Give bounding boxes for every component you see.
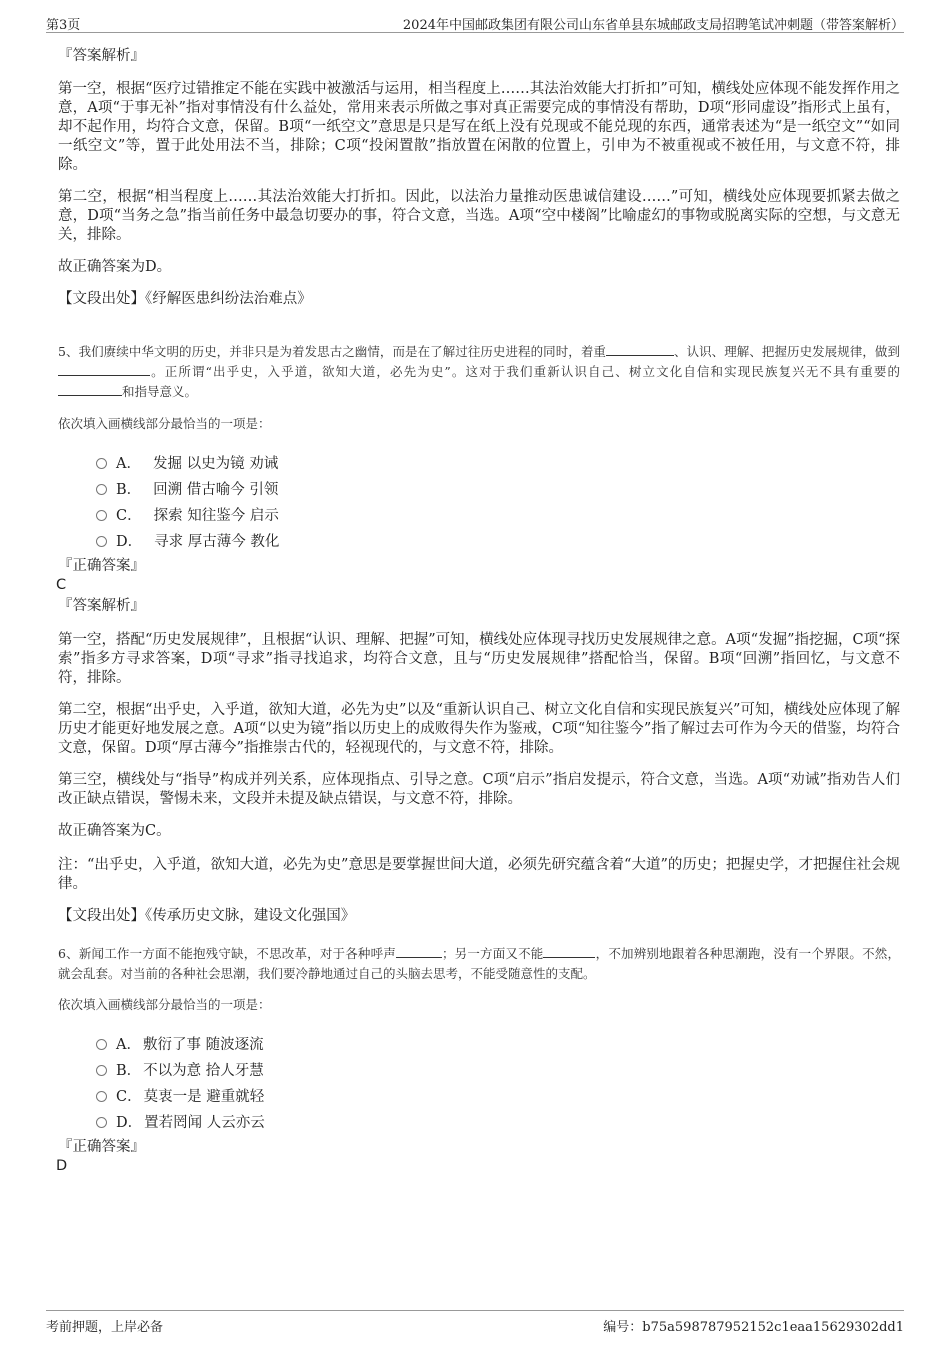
radio-icon[interactable] bbox=[96, 536, 107, 547]
q6-stem bbox=[58, 944, 900, 984]
radio-icon[interactable] bbox=[96, 1091, 107, 1102]
q4-analysis-p1: 第一空，根据“医疗过错推定不能在实践中被激活与运用，相当程度上……其法治效能大打折扣”可知，横线处应体现不能发挥作用之意，A项“于事无补”指对事情没有什么益处，常用来表示所做之事对真正需要完成的事情没有帮助，D项“形同虚设”指形式上虽有，却不起作用，均符合文意，保留。B项“一纸空文”意思是只是写在纸上没有兑现或不能兑现的东西，通常表述为“是一纸空文”“如同一纸空文”等，置于此处用法不当，排除；C项“投闲置散”指放置在闲散的位置上，引申为不被重视或不被任用，与文意不符，排除。 bbox=[58, 81, 900, 173]
page-header bbox=[46, 10, 904, 33]
radio-icon[interactable] bbox=[96, 1117, 107, 1128]
q6-answer-label: 『正确答案』 bbox=[58, 1139, 145, 1155]
q6-stem-text: 不然，就会乱套。对当前的各种社会思潮，我们要冷静地通过自己的头脑去思考，不能受随意性的支配。 bbox=[58, 946, 900, 981]
q5-stem-text: 、认识、理解、把握历史发展规 bbox=[673, 344, 850, 359]
q5-stem-text: 5、我们赓续中华文明的历史，并非只是为着发思古之幽情，而是在了解过往历史进程的同时，着重 bbox=[58, 344, 606, 359]
option-text: 发掘 以史为镜 劝诫 bbox=[152, 456, 279, 472]
q5-analysis-p2: 第二空，根据“出乎史，入乎道，欲知大道，必先为史”以及“重新认识自己、树立文化自信和实现民族复兴”可知，横线处应体现了解历史才能更好地发展之意。A项“以史为镜”指以历史上的成败得失作为鉴戒，C项“知往鉴今”指了解过去可作为今天的借鉴，均符合文意，保留。D项“厚古薄今”指推崇古代的，轻视现代的，与文意不符，排除。 bbox=[58, 702, 900, 756]
footer-slogan: 考前押题，上岸必备 bbox=[46, 1320, 164, 1335]
q6-option-b[interactable] bbox=[96, 1059, 264, 1080]
option-text: 敷衍了事 随波逐流 bbox=[142, 1037, 264, 1053]
q5-stem bbox=[58, 342, 900, 402]
q4-source: 【文段出处】《纾解医患纠纷法治难点》 bbox=[58, 291, 312, 307]
page-number: 第3页 bbox=[46, 18, 81, 33]
option-key: D． bbox=[116, 534, 143, 550]
q6-option-c[interactable] bbox=[96, 1085, 264, 1106]
q5-option-d[interactable] bbox=[96, 530, 279, 551]
blank bbox=[543, 945, 595, 958]
option-key: C． bbox=[116, 1089, 142, 1105]
option-text: 寻求 厚古薄今 教化 bbox=[154, 534, 280, 550]
q5-source: 【文段出处】《传承历史文脉，建设文化强国》 bbox=[58, 908, 356, 924]
q6-answer: D bbox=[56, 1158, 68, 1174]
q4-analysis-p2: 第二空，根据“相当程度上……其法治效能大打折扣。因此，以法治力量推动医患诚信建设……”可知，横线处应体现要抓紧去做之意，D项“当务之急”指当前任务中最急切要办的事，符合文意，当选。A项“空中楼阁”比喻虚幻的事物或脱离实际的空想，与文意无关，排除。 bbox=[58, 189, 900, 243]
q5-stem-text: 律，做到 bbox=[849, 344, 900, 359]
footer-serial: 编号：b75a598787952152c1eaa15629302dd1 bbox=[603, 1320, 904, 1335]
q5-stem-text: 。正所谓“出乎史，入乎道，欲知大道，必先为史”。这对于我们重新认识自己、树立文化自信和实现民族复兴无不具 bbox=[150, 364, 847, 379]
q5-option-b[interactable] bbox=[96, 478, 278, 499]
q6-option-d[interactable] bbox=[96, 1111, 265, 1132]
q6-stem-text: ；另一方面又不能 bbox=[441, 946, 544, 961]
q5-analysis-p3: 第三空，横线处与“指导”构成并列关系，应体现指点、引导之意。C项“启示”指启发提示，符合文意，当选。A项“劝诫”指劝告人们改正缺点错误，警惕未来，文段并未提及缺点错误，与文意不符，排除。 bbox=[58, 772, 900, 807]
radio-icon[interactable] bbox=[96, 1039, 107, 1050]
q6-stem-text: ，不加辨别地跟着各种思潮跑，没有一个界限。 bbox=[595, 946, 863, 961]
blank bbox=[58, 383, 122, 396]
radio-icon[interactable] bbox=[96, 1065, 107, 1076]
option-text: 回溯 借古喻今 引领 bbox=[153, 482, 279, 498]
q5-answer: C bbox=[56, 577, 67, 593]
option-text: 不以为意 拾人牙慧 bbox=[143, 1063, 264, 1079]
q6-instruction: 依次填入画横线部分最恰当的一项是： bbox=[58, 997, 271, 1012]
q5-analysis-p1: 第一空，搭配“历史发展规律”，且根据“认识、理解、把握”可知，横线处应体现寻找历史发展规律之意。A项“发掘”指挖掘，C项“探索”指多方寻求答案，D项“寻求”指寻找追求，均符合文意，且与“历史发展规律”搭配恰当，保留。B项“回溯”指回忆，与文意不符，排除。 bbox=[58, 632, 900, 686]
radio-icon[interactable] bbox=[96, 484, 107, 495]
q5-option-a[interactable] bbox=[96, 452, 278, 473]
option-text: 莫衷一是 避重就轻 bbox=[143, 1089, 265, 1105]
q5-answer-label: 『正确答案』 bbox=[58, 558, 145, 574]
q5-note: 注：“出乎史，入乎道，欲知大道，必先为史”意思是要掌握世间大道，必须先研究蕴含着“大道”的历史；把握史学，才把握住社会规律。 bbox=[58, 857, 900, 892]
blank bbox=[396, 945, 442, 958]
q5-stem-text: 有重要的 bbox=[846, 364, 900, 379]
page-footer bbox=[46, 1310, 904, 1336]
option-key: A． bbox=[116, 1037, 141, 1053]
option-key: D． bbox=[116, 1115, 143, 1131]
option-key: C． bbox=[116, 508, 142, 524]
q5-analysis-label: 『答案解析』 bbox=[58, 598, 145, 614]
blank bbox=[58, 363, 150, 376]
option-key: B． bbox=[116, 482, 142, 498]
q6-stem-text: 6、新闻工作一方面不能抱残守缺，不思改革，对于各种呼声 bbox=[58, 946, 396, 961]
q5-conclusion: 故正确答案为C。 bbox=[58, 823, 171, 839]
q5-stem-text: 和指导意义。 bbox=[122, 384, 198, 399]
radio-icon[interactable] bbox=[96, 510, 107, 521]
option-text: 置若罔闻 人云亦云 bbox=[144, 1115, 265, 1131]
q4-conclusion: 故正确答案为D。 bbox=[58, 259, 172, 275]
blank bbox=[606, 343, 674, 356]
option-key: B． bbox=[116, 1063, 142, 1079]
q6-option-a[interactable] bbox=[96, 1033, 264, 1054]
option-key: A． bbox=[116, 456, 141, 472]
q5-option-c[interactable] bbox=[96, 504, 279, 525]
document-title: 2024年中国邮政集团有限公司山东省单县东城邮政支局招聘笔试冲刺题（带答案解析） bbox=[402, 18, 904, 33]
option-text: 探索 知往鉴今 启示 bbox=[153, 508, 279, 524]
radio-icon[interactable] bbox=[96, 458, 107, 469]
q5-instruction: 依次填入画横线部分最恰当的一项是： bbox=[58, 416, 271, 431]
q4-analysis-label: 『答案解析』 bbox=[58, 48, 145, 64]
